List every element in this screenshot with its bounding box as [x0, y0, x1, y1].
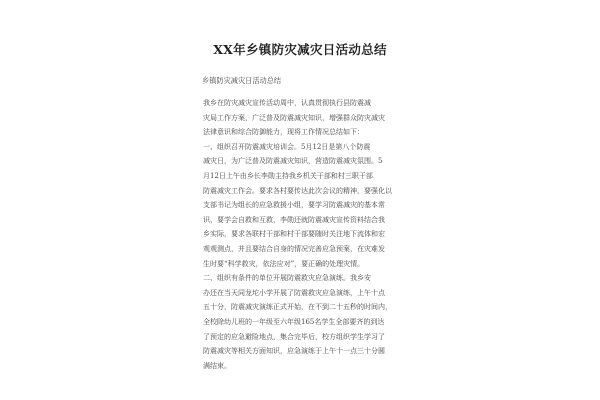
paragraph-line: 识，要学会自救和互救，李勋还就防震减灾宣传资料结合我 — [203, 215, 385, 224]
document-body — [203, 96, 400, 373]
body-paragraph — [203, 140, 400, 271]
paragraph-line: 全校除幼儿班的一年级至六年级165名学生全部要齐的到达 — [203, 317, 385, 326]
paragraph-line: 防震减灾等相关方面知识，应急演练于上午十一点三十分圆 — [203, 347, 385, 356]
paragraph-line: 灾局工作方案，广泛普及防震减灾知识，增强群众防灾减灾 — [203, 113, 385, 122]
paragraph-line: 了预定的应急避险地点，集合完毕后，校方组织学生学习了 — [203, 332, 385, 341]
paragraph-line: 乡实际，要求各联村干部和村干部要随时关注地下流体和宏 — [203, 230, 385, 239]
paragraph-line: 二、组织有条件的单位开展防震救灾应急演练。我乡安 — [203, 274, 371, 283]
paragraph-line: 减灾日，为广泛普及防震减灾知识，营造防震减灾氛围。5 — [203, 157, 383, 166]
paragraph-line: 一、组织召开防震减灾培训会。5月12日是第八个防震 — [203, 142, 371, 151]
body-paragraph — [203, 96, 400, 140]
document-subtitle: 乡镇防灾减灾日活动总结 — [202, 76, 282, 85]
paragraph-line: 满结束。 — [203, 361, 231, 370]
paragraph-line: 防震减灾工作会。要求各村要传达此次会议的精神，要强化以 — [203, 186, 392, 195]
body-paragraph — [203, 271, 400, 373]
paragraph-line: 支部书记为组长的应急救援小组，要学习防震减灾的基本常 — [203, 201, 385, 210]
paragraph-line: 月12日上午由乡长李勋主持我乡机关干部和村三职干部 — [203, 171, 373, 180]
paragraph-line: 五十分，防震减灾演练正式开始，在不到二十五秒的时间内， — [203, 303, 392, 312]
paragraph-line: 生时要“科学救灾，依法应对”，要正确的处理灾情。 — [203, 259, 365, 268]
paragraph-line: 法律意识和综合防御能力，现将工作情况总结如下： — [203, 128, 364, 137]
paragraph-line: 办还在当天同龙坨小学开展了防震救灾应急演练，上午十点 — [203, 288, 385, 297]
document-title: XX年乡镇防灾减灾日活动总结 — [213, 42, 387, 57]
paragraph-line: 观观测点，并且要结合自身的情况完善应急预案，在灾难发 — [203, 244, 385, 253]
paragraph-line: 我乡在防灾减灾宣传活动周中，认真贯彻执行县防震减 — [203, 99, 371, 107]
